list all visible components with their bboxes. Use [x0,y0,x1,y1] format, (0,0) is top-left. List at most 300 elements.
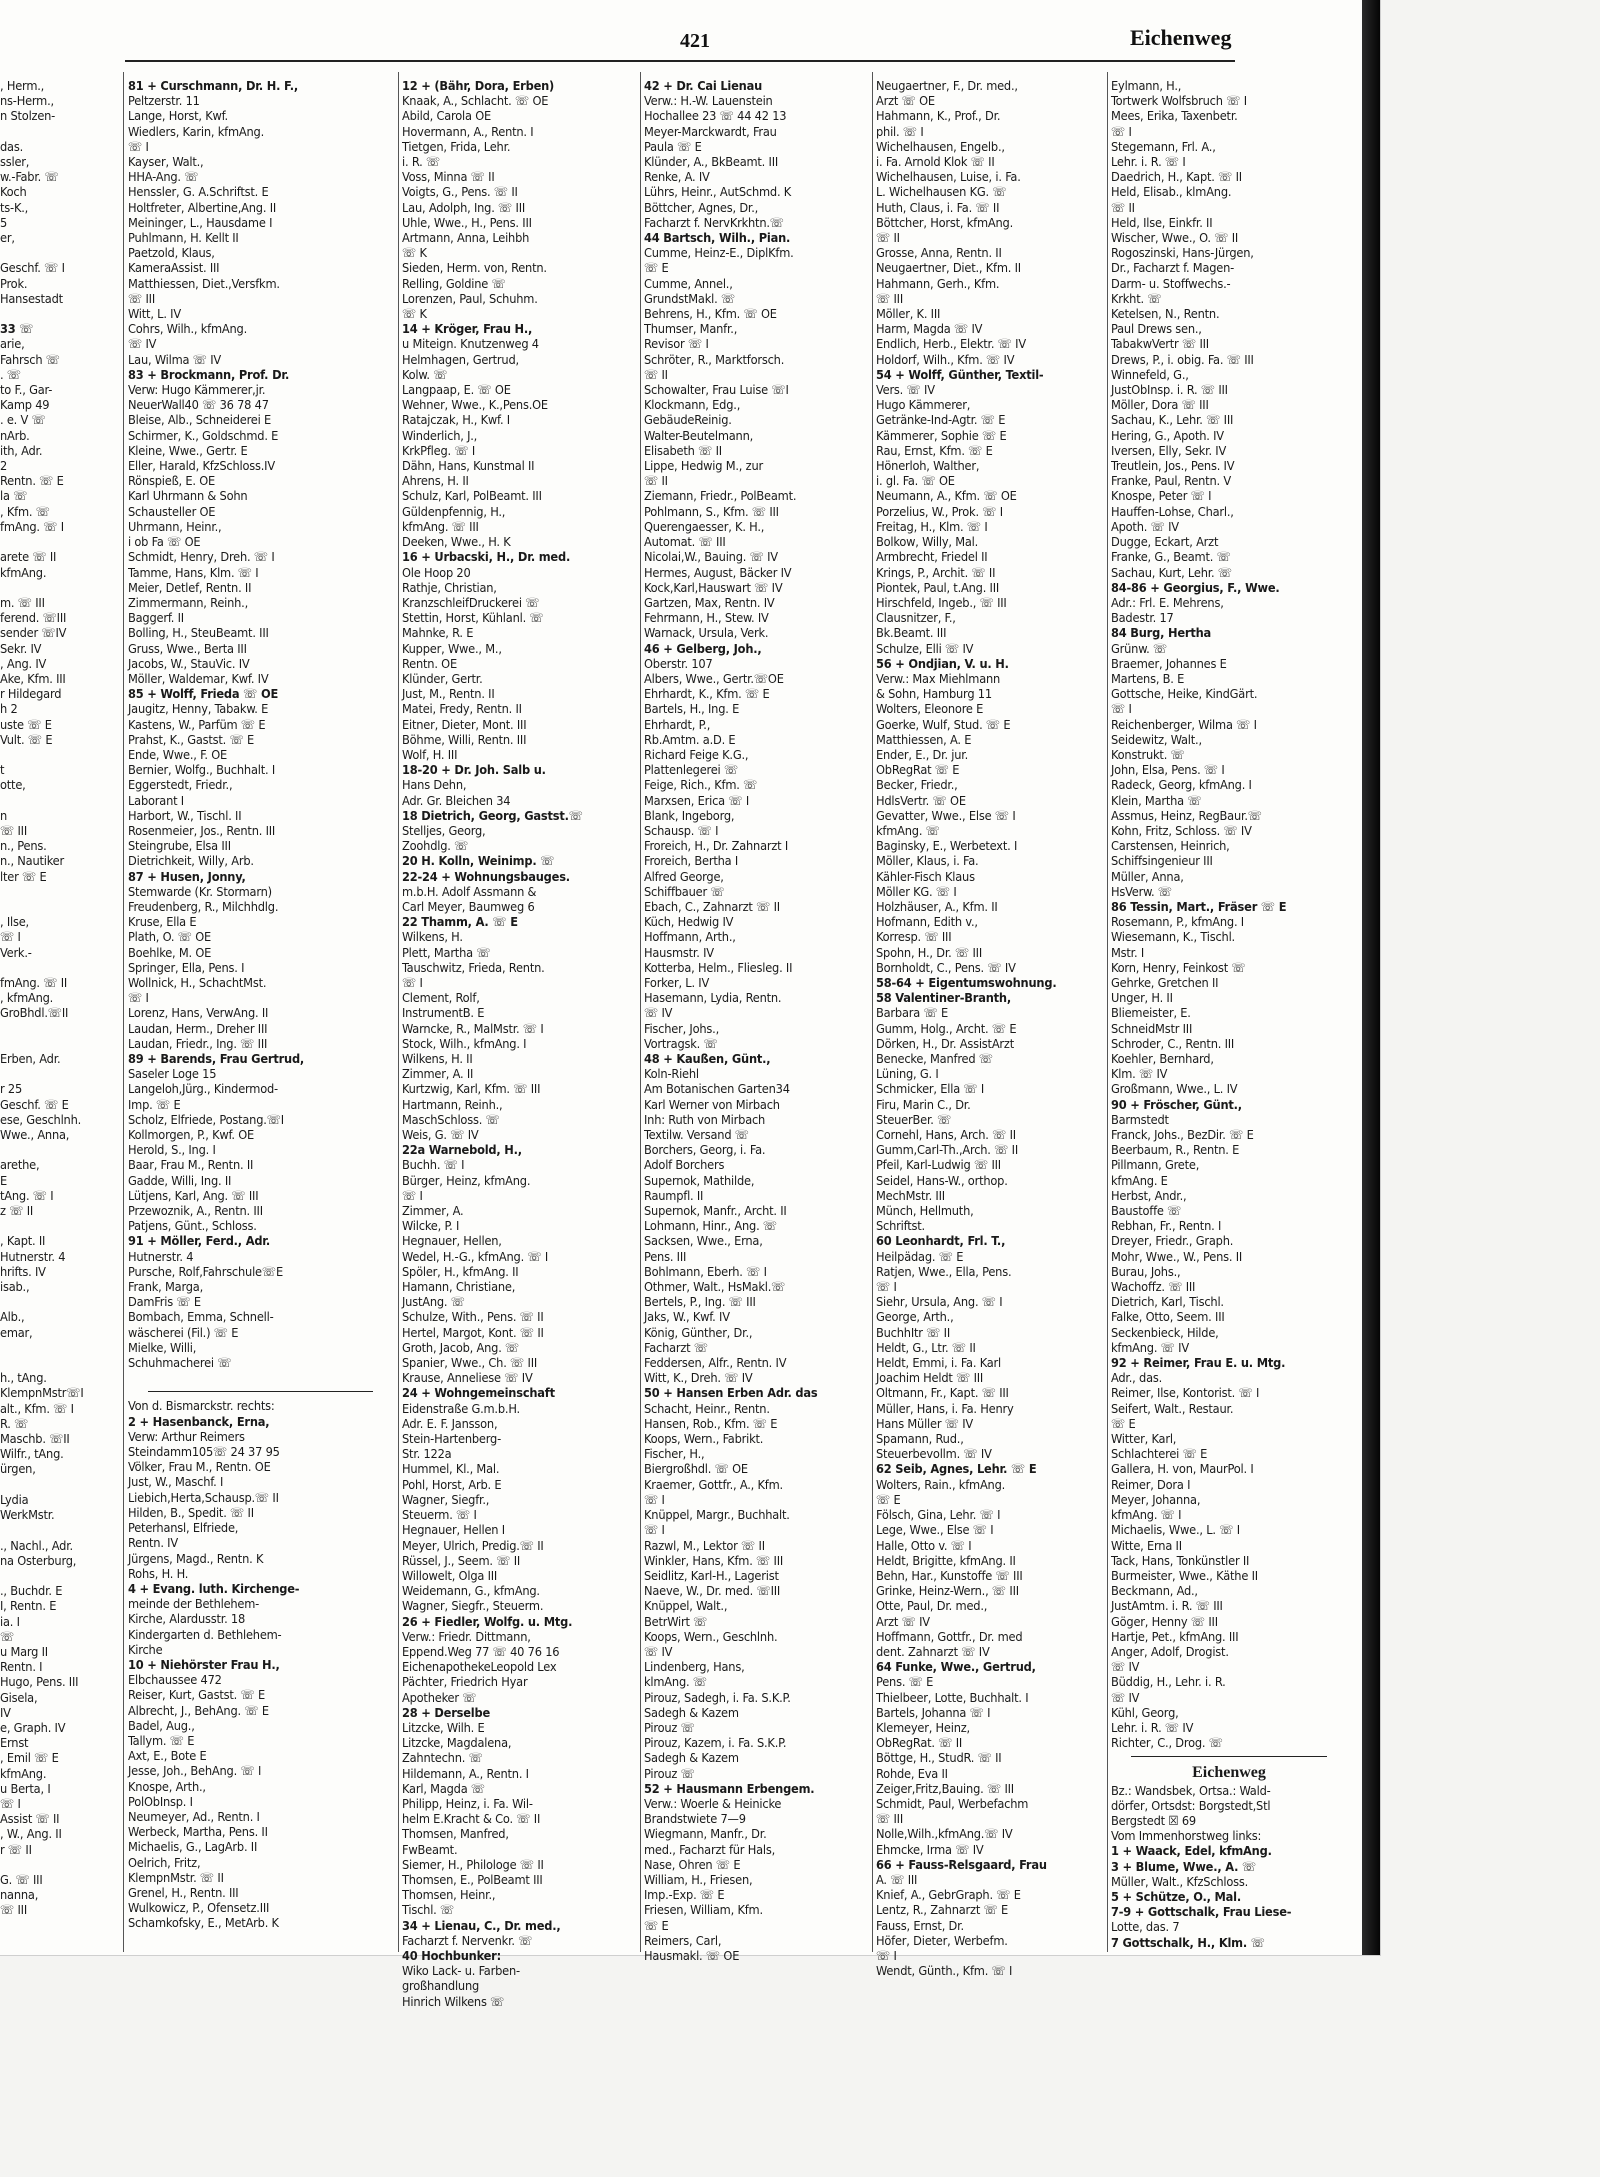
directory-entry: sender ☏IV [0,625,67,641]
directory-entry: Patjens, Günt., Schloss. [128,1218,257,1234]
directory-entry: Kollmorgen, P., Kwf. OE [128,1127,255,1143]
directory-entry: 10 + Niehörster Frau H., [128,1656,280,1672]
directory-entry: Ernst [0,1735,29,1751]
directory-entry: Carstensen, Heinrich, [1111,838,1230,854]
directory-entry [0,1066,118,1081]
directory-entry: Grosse, Anna, Rentn. II [876,245,1002,261]
directory-entry: Meier, Detlef, Rentn. II [128,579,252,595]
directory-entry: EichenapothekeLeopold Lex [402,1659,557,1675]
directory-entry: Maschb. ☏II [0,1431,70,1447]
directory-entry: Dreyer, Friedr., Graph. [1111,1233,1234,1249]
directory-entry: Adr.: Frl. E. Mehrens, [1111,594,1224,610]
directory-entry: Hirschfeld, Ingeb., ☏ III [876,594,1007,610]
directory-entry: Schirmer, K., Goldschmd. E [128,427,279,443]
directory-entry: ☏ K [402,306,427,322]
directory-entry: Bliemeister, E. [1111,1005,1191,1021]
directory-entry: Rentn. I [0,1659,43,1675]
directory-entry: i. R. ☏ [402,154,441,170]
directory-entry: Scholz, Elfriede, Postang.☏I [128,1111,284,1127]
directory-entry: ☏ I [128,990,149,1006]
directory-entry: I, Rentn. E [0,1598,57,1614]
directory-entry: Richter, C., Drog. ☏ [1111,1735,1223,1751]
directory-entry: , kfmAng. [0,990,54,1006]
directory-entry: Lorenz, Hans, VerwAng. II [128,1005,269,1021]
directory-entry: JustObInsp. i. R. ☏ III [1111,382,1228,398]
directory-entry: Spohn, H., Dr. ☏ III [876,944,982,960]
directory-entry: Mahnke, R. E [402,625,474,641]
directory-entry: , W., Ang. II [0,1826,62,1842]
directory-entry: KlempnMstr. ☏ II [128,1869,224,1885]
directory-entry: Wehner, Wwe., K.,Pens.OE [402,397,548,413]
directory-entry: Lorenzen, Paul, Schuhm. [402,290,538,306]
directory-entry: GroBhdl.☏II [0,1005,69,1021]
directory-entry: Albrecht, J., BehAng. ☏ E [128,1702,269,1718]
directory-entry: ., Buchdr. E [0,1583,63,1599]
directory-entry: 16 + Urbacski, H., Dr. med. [402,549,571,565]
directory-entry: Reiser, Kurt, Gastst. ☏ E [128,1687,266,1703]
directory-entry: 87 + Husen, Jonny, [128,868,246,884]
directory-entry: Wiko Lack- u. Farben- [402,1963,520,1979]
directory-entry: Krkht. ☏ [1111,290,1162,306]
directory-entry: Automat. ☏ III [644,534,726,550]
directory-entry: Gadde, Willi, Ing. II [128,1172,232,1188]
directory-entry: Spanier, Wwe., Ch. ☏ III [402,1355,538,1371]
directory-entry: Müller, Hans, i. Fa. Henry [876,1400,1014,1416]
directory-entry: Held, Ilse, Einkfr. II [1111,214,1213,230]
directory-entry [0,1568,118,1583]
directory-entry: Baustoffe ☏ [1111,1203,1182,1219]
directory-entry: Bürger, Heinz, kfmAng. [402,1172,531,1188]
directory-entry: Othmer, Walt., HsMakl.☏ [644,1279,786,1295]
column-2 [402,78,636,2009]
directory-entry [0,1294,118,1309]
directory-entry: 7-9 + Gottschalk, Frau Liese- [1111,1904,1292,1920]
directory-entry: wäscherei (Fil.) ☏ E [128,1324,239,1340]
directory-entry: Ake, Kfm. III [0,670,66,686]
directory-entry: Piontek, Paul, t.Ang. III [876,579,1000,595]
directory-entry: Revisor ☏ I [644,336,709,352]
directory-entry: Müller, Anna, [1111,868,1184,884]
directory-entry: PolObInsp. I [128,1793,193,1809]
directory-entry: Prahst, K., Gastst. ☏ E [128,731,255,747]
directory-entry: , Emil ☏ E [0,1750,59,1766]
directory-entry: 5 [0,214,8,230]
directory-entry: Hovermann, A., Rentn. I [402,123,534,139]
directory-entry: Schuhmacherei ☏ [128,1355,232,1371]
directory-entry: Iversen, Elly, Sekr. IV [1111,442,1227,458]
directory-entry: Witt, L. IV [128,306,181,322]
directory-entry: Geschf. ☏ I [0,260,65,276]
directory-entry: Hoffmann, Arth., [644,929,736,945]
directory-entry: Seidlitz, Karl-H., Lagerist [644,1567,779,1583]
directory-entry: Rentn. ☏ E [0,473,64,489]
directory-entry: Hofmann, Edith v., [876,914,978,930]
directory-entry: Porzelius, W., Prok. ☏ I [876,503,1003,519]
directory-entry: u Marg II [0,1643,48,1659]
directory-entry: Höfer, Dieter, Werbefm. [876,1932,1008,1948]
directory-entry: Wolters, Rain., kfmAng. [876,1476,1006,1492]
directory-entry: Fölsch, Gina, Lehr. ☏ I [876,1507,1001,1523]
directory-entry: Ehrhardt, P., [644,716,711,732]
directory-entry: Pirouz ☏ [644,1765,695,1781]
directory-entry: Laudan, Friedr., Ing. ☏ III [128,1035,268,1051]
directory-entry: tAng. ☏ I [0,1187,54,1203]
directory-entry: HHA-Ang. ☏ [128,169,199,185]
directory-entry: i. Fa. Arnold Klok ☏ II [876,154,995,170]
directory-entry: kfmAng. ☏ III [402,518,479,534]
directory-entry: ☏ K [402,245,427,261]
directory-entry: Weis, G. ☏ IV [402,1127,479,1143]
directory-entry: Güldenpfennig, H., [402,503,506,519]
directory-entry: Stelljes, Georg, [402,822,486,838]
directory-entry: i. gl. Fa. ☏ OE [876,473,955,489]
directory-entry: Mees, Erika, Taxenbetr. [1111,108,1238,124]
scan-edge [1362,0,1380,1955]
directory-entry: SteuerBer. ☏ [876,1111,952,1127]
directory-entry: Lehr. i. R. ☏ IV [1111,1719,1194,1735]
directory-entry: Weidemann, G., kfmAng. [402,1583,540,1599]
directory-entry: Uhrmann, Heinr., [128,518,222,534]
directory-entry: Kleine, Wwe., Gertr. E [128,442,248,458]
directory-entry: 91 + Möller, Ferd., Adr. [128,1233,271,1249]
directory-entry: Tortwerk Wolfsbruch ☏ I [1111,93,1247,109]
directory-entry: Inh: Ruth von Mirbach [644,1111,766,1127]
directory-entry: Beerbaum, R., Rentn. E [1111,1142,1240,1158]
directory-entry: 81 + Curschmann, Dr. H. F., [128,78,299,93]
directory-entry: Stemwarde (Kr. Stormarn) [128,883,272,899]
directory-entry: Matei, Fredy, Rentn. II [402,701,522,717]
directory-entry: meinde der Bethlehem- [128,1596,260,1612]
directory-entry: helm E.Kracht & Co. ☏ II [402,1811,541,1827]
directory-entry: Froreich, Bertha I [644,853,739,869]
directory-entry: Geschf. ☏ E [0,1096,69,1112]
directory-entry: Dörken, H., Dr. AssistArzt [876,1035,1014,1051]
directory-entry: Witt, K., Dreh. ☏ IV [644,1370,753,1386]
directory-entry: Fehrmann, H., Stew. IV [644,610,769,626]
directory-entry: Kupper, Wwe., M., [402,640,502,656]
directory-entry: Ehmcke, Irma ☏ IV [876,1841,984,1857]
directory-entry [0,960,118,975]
directory-entry: HsVerw. ☏ [1111,883,1172,899]
directory-entry: Unger, H. II [1111,990,1173,1006]
directory-entry: Prok. [0,275,28,291]
directory-entry: Völker, Frau M., Rentn. OE [128,1459,271,1475]
directory-entry: Kühl, Georg, [1111,1704,1179,1720]
directory-entry: Hutnerstr. 4 [0,1248,66,1264]
directory-entry: Lührs, Heinr., AutSchmd. K [644,184,792,200]
directory-entry: Baggerf. II [128,610,184,626]
column-divider [398,72,399,1952]
directory-entry: h 2 [0,701,18,717]
directory-entry: Lütjens, Karl, Ang. ☏ III [128,1187,259,1203]
directory-entry: Schiffbauer ☏ [644,883,725,899]
directory-entry: Hartje, Pet., kfmAng. III [1111,1628,1239,1644]
directory-entry: A. ☏ III [876,1871,918,1887]
directory-entry: Adr. Gr. Bleichen 34 [402,792,511,808]
directory-entry: Rönspieß, E. OE [128,473,216,489]
directory-entry: Klm. ☏ IV [1111,1066,1168,1082]
directory-entry: Seckenbieck, Hilde, [1111,1324,1219,1340]
directory-entry: Schulze, With., Pens. ☏ II [402,1309,544,1325]
directory-entry: 18-20 + Dr. Joh. Salb u. [402,762,546,778]
directory-entry: Koops, Wern., Geschlnh. [644,1628,778,1644]
directory-entry: Bz.: Wandsbek, Ortsa.: Wald- [1111,1782,1271,1798]
directory-entry: Gumm, Holg., Archt. ☏ E [876,1020,1017,1036]
directory-entry: Supernok, Mathilde, [644,1172,755,1188]
directory-entry: Pens. ☏ E [876,1674,934,1690]
directory-entry: Borchers, Georg, i. Fa. [644,1142,766,1158]
directory-entry: Bleise, Alb., Schneiderei E [128,412,272,428]
directory-entry: Karl Uhrmann & Sohn [128,488,248,504]
directory-entry: Siehr, Ursula, Ang. ☏ I [876,1294,1003,1310]
directory-entry: Jürgens, Magd., Rentn. K [128,1550,264,1566]
directory-entry: Hutnerstr. 4 [128,1248,194,1264]
directory-entry: Wiedlers, Karin, kfmAng. [128,123,264,139]
directory-entry: George, Arth., [876,1309,954,1325]
directory-entry: Imp. ☏ E [128,1096,181,1112]
directory-entry: Rathje, Christian, [402,579,497,595]
directory-entry: 46 + Gelberg, Joh., [644,640,762,656]
directory-entry: Michaelis, Wwe., L. ☏ I [1111,1522,1240,1538]
directory-entry: Clement, Rolf, [402,990,480,1006]
directory-entry: Wiegmann, Manfr., Dr. [644,1826,767,1842]
directory-entry [0,534,118,549]
directory-entry: Wiesemann, K., Tischl. [1111,929,1235,945]
directory-entry: Nolle,Wilh.,kfmAng.☏ IV [876,1826,1013,1842]
directory-entry: Knospe, Peter ☏ I [1111,488,1212,504]
directory-entry: 22a Warnebold, H., [402,1142,522,1158]
directory-entry: GrundstMakl. ☏ [644,290,736,306]
directory-entry: Razwl, M., Lektor ☏ II [644,1537,765,1553]
directory-entry: Oelrich, Fritz, [128,1854,201,1870]
directory-entry: Tauschwitz, Frieda, Rentn. [402,959,545,975]
directory-entry: KlempnMstr☏I [0,1385,84,1401]
directory-entry: Wilkens, H. [402,929,463,945]
directory-entry: Lüning, G. I [876,1066,939,1082]
directory-entry: ☏ II [644,473,668,489]
directory-entry: Kirche [128,1641,163,1657]
directory-entry: Naeve, W., Dr. med. ☏III [644,1583,781,1599]
directory-entry: Sieden, Herm. von, Rentn. [402,260,547,276]
directory-entry: Pens. III [644,1248,687,1264]
directory-entry: Thomsen, Heinr., [402,1887,496,1903]
directory-entry: Arzt ☏ OE [876,93,935,109]
directory-entry: Arzt ☏ IV [876,1613,930,1629]
directory-entry: Verw.: Woerle & Heinicke [644,1795,782,1811]
directory-entry: Friesen, William, Kfm. [644,1902,763,1918]
directory-entry: Adr., das. [1111,1370,1163,1386]
directory-entry: FwBeamt. [402,1841,458,1857]
directory-entry: , Kapt. II [0,1233,46,1249]
directory-entry: Neugaertner, Diet., Kfm. II [876,260,1021,276]
directory-entry: 90 + Fröscher, Günt., [1111,1096,1242,1112]
directory-entry: Plattenlegerei ☏ [644,762,739,778]
directory-entry: Korn, Henry, Feinkost ☏ [1111,959,1246,975]
directory-entry: Rogoszinski, Hans-Jürgen, [1111,245,1254,261]
directory-entry: dörfer, Ortsdst: Borgstedt,Stl [1111,1797,1271,1813]
directory-entry: Schmidt, Henry, Dreh. ☏ I [128,549,275,565]
directory-entry: Freudenberg, R., Milchhdlg. [128,898,279,914]
directory-entry: Grünw. ☏ [1111,640,1168,656]
directory-entry: Paul Drews sen., [1111,321,1202,337]
directory-entry: Hausmakl. ☏ OE [644,1947,740,1963]
directory-entry: Am Botanischen Garten34 [644,1081,790,1097]
directory-entry: Krause, Anneliese ☏ IV [402,1370,533,1386]
directory-entry: InstrumentB. E [402,1005,485,1021]
directory-entry: w.-Fabr. ☏ [0,169,59,185]
directory-entry: Meyer-Marckwardt, Frau [644,123,777,139]
directory-entry: Renke, A. IV [644,169,710,185]
directory-entry: L. Wichelhausen KG. ☏ [876,184,1007,200]
directory-entry: , Ilse, [0,914,29,930]
directory-entry: Schacht, Heinr., Rentn. [644,1400,770,1416]
section-separator [1131,1756,1327,1757]
directory-entry: ☏ IV [644,1005,673,1021]
directory-entry: Pillmann, Grete, [1111,1157,1200,1173]
directory-entry: Hegnauer, Hellen, [402,1233,502,1249]
directory-entry: Schausteller OE [128,503,216,519]
directory-entry: Tallym. ☏ E [128,1732,195,1748]
directory-entry: Knüppel, Margr., Buchhalt. [644,1507,790,1523]
directory-entry: Möller, Klaus, i. Fa. [876,853,979,869]
directory-entry: Endlich, Herb., Elektr. ☏ IV [876,336,1026,352]
directory-entry: Eller, Harald, KfzSchloss.IV [128,458,275,474]
directory-entry: Schriftst. [876,1218,925,1234]
directory-entry: Oberstr. 107 [644,655,713,671]
directory-entry: Feddersen, Alfr., Rentn. IV [644,1355,787,1371]
directory-entry [0,306,118,321]
directory-entry: 33 ☏ [0,321,34,337]
directory-entry: Assist ☏ II [0,1811,60,1827]
directory-entry: Relling, Goldine ☏ [402,275,506,291]
directory-entry: Eylmann, H., [1111,78,1182,93]
directory-entry: Ebach, C., Zahnarzt ☏ II [644,898,780,914]
directory-entry: Wichelhausen, Luise, i. Fa. [876,169,1021,185]
column-divider [123,72,124,1952]
directory-entry: Kotterba, Helm., Fliesleg. II [644,959,793,975]
directory-entry: 89 + Barends, Frau Gertrud, [128,1051,305,1066]
directory-entry: Hausmstr. IV [644,944,714,960]
directory-entry: Schausp. ☏ I [644,822,719,838]
directory-entry: Dugge, Eckart, Arzt [1111,534,1219,550]
directory-entry: Eggerstedt, Friedr., [128,777,233,793]
directory-entry: Ole Hoop 20 [402,564,471,580]
directory-entry: & Sohn, Hamburg 11 [876,686,992,702]
directory-entry: Held, Elisab., klmAng. [1111,184,1232,200]
directory-entry: Meyer, Johanna, [1111,1491,1201,1507]
directory-entry: Matthiessen, A. E [876,731,972,747]
directory-entry: Winderlich, J., [402,427,478,443]
directory-entry: Fischer, Johs., [644,1020,720,1036]
directory-entry: kfmAng. E [1111,1172,1168,1188]
directory-entry: Sachau, Kurt, Lehr. ☏ [1111,564,1232,580]
header-rule [125,60,1235,62]
directory-entry: la ☏ [0,488,28,504]
directory-entry: Deeken, Wwe., H. K [402,534,511,550]
directory-entry: Kayser, Walt., [128,154,204,170]
directory-entry: 26 + Fiedler, Wolfg. u. Mtg. [402,1613,573,1629]
page-number: 421 [680,30,710,52]
directory-entry: Stein-Hartenberg- [402,1431,501,1447]
directory-entry: Hans Dehn, [402,777,467,793]
directory-entry: 34 + Lienau, C., Dr. med., [402,1917,561,1933]
directory-entry: Münch, Hellmuth, [876,1203,974,1219]
directory-entry: Peltzerstr. 11 [128,93,200,109]
directory-entry: Kurtzwig, Karl, Kfm. ☏ III [402,1081,541,1097]
directory-entry: SchneidMstr III [1111,1020,1193,1036]
directory-entry: Hummel, Kl., Mal. [402,1461,500,1477]
directory-entry: Koops, Wern., Fabrikt. [644,1431,764,1447]
directory-entry: Gehrke, Gretchen II [1111,974,1219,990]
directory-entry [0,1340,118,1355]
directory-entry: ☏ III [876,290,903,306]
directory-entry: ☏ I [876,1279,897,1295]
directory-entry: ☏ II [1111,199,1135,215]
directory-entry: Steuerm. ☏ I [402,1507,477,1523]
directory-entry: Klünder, A., BkBeamt. III [644,154,779,170]
directory-entry: Rebhan, Fr., Rentn. I [1111,1218,1222,1234]
directory-entry: Spamann, Rud., [876,1431,964,1447]
column-3 [644,78,868,1963]
directory-entry: Assmus, Heinz, RegBaur.☏ [1111,807,1262,823]
directory-entry: Rosemann, P., kfmAng. I [1111,914,1244,930]
directory-entry: Ende, Wwe., F. OE [128,746,228,762]
directory-entry: Möller, K. III [876,306,941,322]
directory-entry: 7 Gottschalk, H., Klm. ☏ [1111,1934,1265,1950]
directory-entry: lter ☏ E [0,868,47,884]
directory-entry: Ender, E., Dr. jur. [876,746,969,762]
directory-entry: Meyer, Ulrich, Predig.☏ II [402,1537,544,1553]
directory-entry: Pirouz, Sadegh, i. Fa. S.K.P. [644,1689,791,1705]
directory-entry: Benecke, Manfred ☏ [876,1051,993,1066]
directory-entry [0,580,118,595]
directory-entry: Neumeyer, Ad., Rentn. I [128,1808,260,1824]
directory-entry: Treutlein, Jos., Pens. IV [1111,458,1235,474]
directory-entry: Meininger, L., Hausdame I [128,214,273,230]
directory-entry: Daedrich, H., Kapt. ☏ II [1111,169,1242,185]
directory-entry: Warnack, Ursula, Verk. [644,625,769,641]
directory-entry: . e. V ☏ [0,412,46,428]
directory-entry: Von d. Bismarckstr. rechts: [128,1398,275,1414]
directory-entry: nanna, [0,1887,39,1903]
directory-entry: Wagner, Siegfr., Steuerm. [402,1598,544,1614]
directory-entry: Herold, S., Ing. I [128,1142,216,1158]
directory-entry: Erben, Adr. [0,1051,61,1066]
directory-entry: Halle, Otto v. ☏ I [876,1537,972,1553]
directory-entry: Lippe, Hedwig M., zur [644,458,763,474]
directory-entry [0,1218,118,1233]
directory-entry: Heldt, Brigitte, kfmAng. II [876,1552,1016,1568]
directory-entry: Adolf Borchers [644,1157,725,1173]
directory-entry: Carl Meyer, Baumweg 6 [402,898,535,914]
directory-entry: 86 Tessin, Mart., Fräser ☏ E [1111,898,1287,914]
directory-entry: Böhme, Willi, Rentn. III [402,731,527,747]
directory-entry: Bartels, H., Ing. E [644,701,740,717]
directory-entry: Harm, Magda ☏ IV [876,321,983,337]
directory-entry: Oltmann, Fr., Kapt. ☏ III [876,1385,1009,1401]
directory-entry: Cornehl, Hans, Arch. ☏ II [876,1127,1016,1143]
directory-entry: Lentz, R., Zahnarzt ☏ E [876,1902,1009,1918]
directory-entry: Bartels, Johanna ☏ I [876,1704,991,1720]
directory-entry: JustAmtm. i. R. ☏ III [1111,1598,1223,1614]
directory-entry: Gisela, [0,1689,38,1705]
directory-entry: alt., Kfm. ☏ I [0,1400,74,1416]
directory-entry [0,884,118,899]
directory-entry: Gottsche, Heike, KindGärt. [1111,686,1258,702]
directory-entry: ☏ E [644,260,669,276]
directory-entry: Braemer, Johannes E [1111,655,1227,671]
directory-entry: Hönerloh, Walther, [876,458,980,474]
